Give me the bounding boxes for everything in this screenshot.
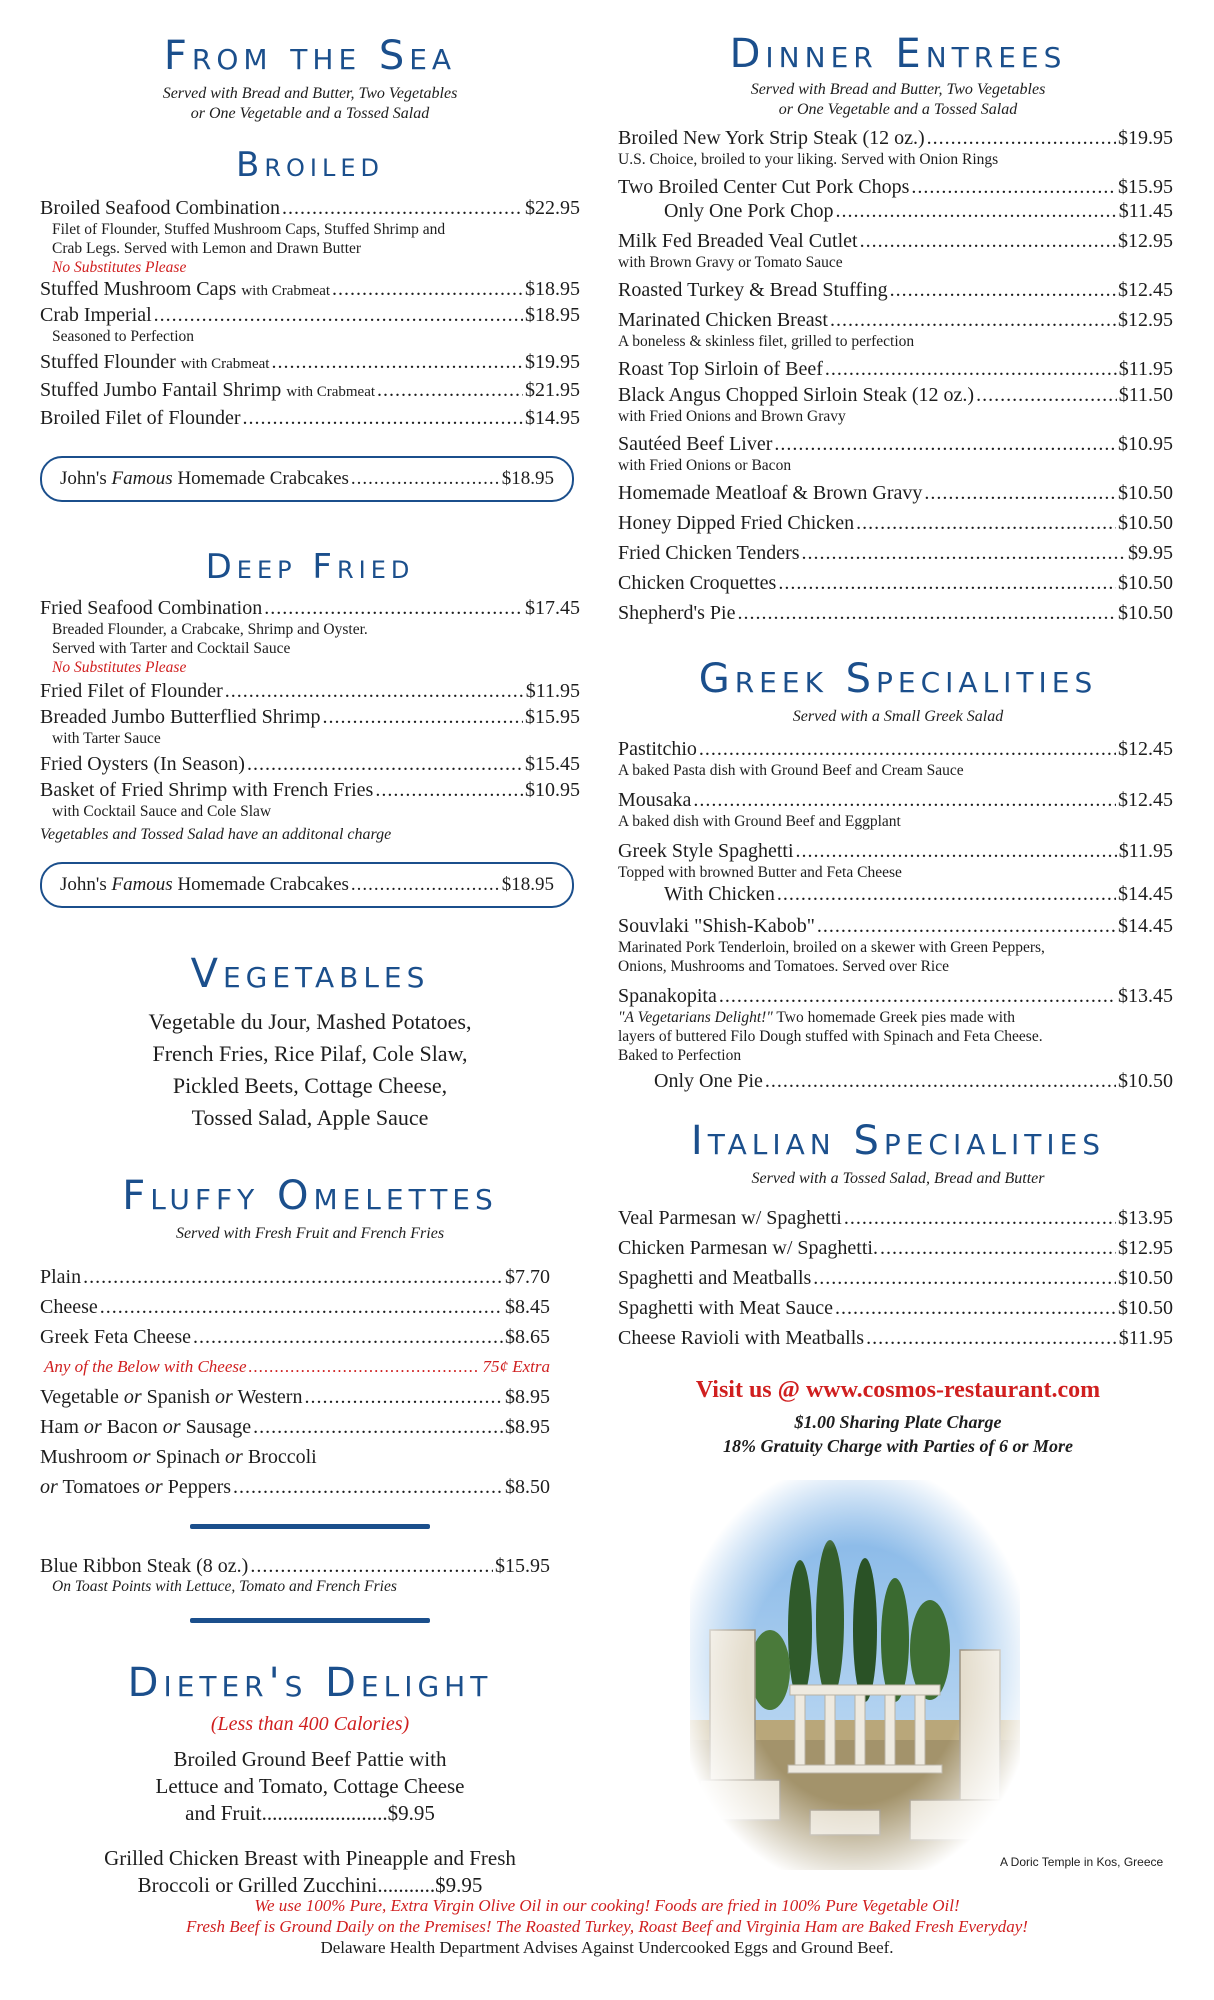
vegetables-list <box>40 1006 580 1134</box>
menu-item: Pastitchio ..... $12.45 <box>618 737 1173 761</box>
item-description: U.S. Choice, broiled to your liking. Served with Onion Rings <box>618 151 999 168</box>
sharing-charge-note: $1.00 Sharing Plate Charge <box>794 1412 1002 1432</box>
menu-item: Cheese Ravioli with Meatballs ..... $11.95 <box>618 1323 1173 1353</box>
menu-item: John's Famous Homemade Crabcakes ..... $18.95 <box>60 467 554 491</box>
menu-item: Stuffed Flounder with Crabmeat ..... $19.95 <box>40 350 580 376</box>
menu-item: Milk Fed Breaded Veal Cutlet ..... $12.95 <box>618 229 1173 253</box>
dieter-option-1: Broiled Ground Beef Pattie with Lettuce and Tomato, Cottage Cheese and Fruit........................$9.95 <box>155 1747 465 1825</box>
vegetables-line: Pickled Beets, Cottage Cheese, <box>172 1073 448 1098</box>
item-description: with Fried Onions or Bacon <box>618 457 792 474</box>
menu-item: Marinated Chicken Breast ..... $12.95 <box>618 308 1173 332</box>
menu-item: Broiled Seafood Combination ..... $22.95 <box>40 196 580 220</box>
footer-fresh-beef-note: Fresh Beef is Ground Daily on the Premises! The Roasted Turkey, Roast Beef and Virginia Ham are Baked Fresh Everyday! <box>186 1917 1028 1936</box>
menu-item: Souvlaki "Shish-Kabob" ..... $14.45 <box>618 914 1173 938</box>
item-description: with Tarter Sauce <box>52 730 161 747</box>
menu-item: Homemade Meatloaf & Brown Gravy ..... $10.50 <box>618 481 1173 505</box>
menu-item: Spaghetti and Meatballs ..... $10.50 <box>618 1263 1173 1293</box>
item-description: with Brown Gravy or Tomato Sauce <box>618 254 843 271</box>
menu-item: Broiled Filet of Flounder ..... $14.95 <box>40 406 580 430</box>
section-title-dieters-delight: Dieter's Delight <box>127 1660 493 1706</box>
menu-item: Breaded Jumbo Butterflied Shrimp ..... $15.95 <box>40 705 580 729</box>
omelettes-list <box>40 1262 550 1502</box>
item-description: Breaded Flounder, a Crabcake, Shrimp and Oyster. <box>52 621 368 638</box>
no-substitutes-note: No Substitutes Please <box>52 259 187 276</box>
menu-item: Cheese ..... $8.45 <box>40 1292 550 1322</box>
section-subtitle: or One Vegetable and a Tossed Salad <box>778 101 1018 118</box>
additional-charge-note: Vegetables and Tossed Salad have an additonal charge <box>40 826 392 843</box>
menu-item: Crab Imperial ..... $18.95 <box>40 303 580 327</box>
footer <box>0 1895 1214 1958</box>
footer-health-advisory: Delaware Health Department Advises Against Undercooked Eggs and Ground Beef. <box>320 1938 894 1957</box>
menu-item: Two Broiled Center Cut Pork Chops ..... $15.95 <box>618 175 1173 199</box>
greek-list <box>618 737 1173 1093</box>
temple-photo <box>690 1480 1020 1870</box>
menu-item: Fried Oysters (In Season) ..... $15.45 <box>40 752 580 776</box>
item-description: A boneless & skinless filet, grilled to perfection <box>618 333 915 350</box>
photo-caption: A Doric Temple in Kos, Greece <box>1000 1855 1164 1869</box>
website-link[interactable]: Visit us @ www.cosmos-restaurant.com <box>695 1377 1101 1403</box>
menu-item: Only One Pie ..... $10.50 <box>654 1069 1173 1093</box>
menu-item: Stuffed Jumbo Fantail Shrimp with Crabmeat ..... $21.95 <box>40 378 580 404</box>
menu-item: Plain ..... $7.70 <box>40 1262 550 1292</box>
no-substitutes-note: No Substitutes Please <box>52 659 187 676</box>
steak-entry <box>40 1551 550 1596</box>
section-title-broiled: Broiled <box>236 145 384 185</box>
footer-olive-oil-note: We use 100% Pure, Extra Virgin Olive Oil in our cooking! Foods are fried in 100% Pure Vegetable Oil! <box>254 1896 960 1915</box>
menu-item: Mushroom or Spinach or Broccoli <box>40 1446 317 1468</box>
section-subtitle: Served with Fresh Fruit and French Fries <box>175 1225 445 1242</box>
menu-item: Honey Dipped Fried Chicken ..... $10.50 <box>618 511 1173 535</box>
section-subtitle: Served with Bread and Butter, Two Vegetables <box>162 85 458 102</box>
item-description: Crab Legs. Served with Lemon and Drawn Butter <box>52 240 362 257</box>
section-subtitle: Served with a Small Greek Salad <box>792 708 1004 725</box>
item-description: with Cocktail Sauce and Cole Slaw <box>52 803 272 820</box>
item-description: Topped with browned Butter and Feta Cheese <box>618 864 902 881</box>
crabcakes-box <box>40 456 574 502</box>
menu-item: Ham or Bacon or Sausage ..... $8.95 <box>40 1412 550 1442</box>
menu-item: Greek Feta Cheese ..... $8.65 <box>40 1322 550 1352</box>
broiled-list <box>40 196 580 430</box>
section-title-greek-specialities: Greek Specialities <box>698 656 1098 702</box>
menu-item: Spanakopita ..... $13.45 <box>618 984 1173 1008</box>
item-description: Filet of Flounder, Stuffed Mushroom Caps, Stuffed Shrimp and <box>52 221 446 238</box>
section-title-italian-specialities: Italian Specialities <box>690 1118 1106 1164</box>
menu-item: Fried Filet of Flounder ..... $11.95 <box>40 679 580 703</box>
item-description: layers of buttered Filo Dough stuffed with Spinach and Feta Cheese. <box>618 1028 1043 1045</box>
section-title-vegetables: Vegetables <box>190 951 430 997</box>
menu-item: Black Angus Chopped Sirloin Steak (12 oz.) ..... $11.50 <box>618 383 1173 407</box>
vegetables-line: French Fries, Rice Pilaf, Cole Slaw, <box>152 1041 468 1066</box>
item-description: "A Vegetarians Delight!" Two homemade Greek pies made with <box>618 1009 1016 1026</box>
menu-item: Blue Ribbon Steak (8 oz.) ..... $15.95 <box>40 1551 550 1581</box>
right-column <box>618 0 1178 1458</box>
section-subtitle: Served with a Tossed Salad, Bread and Butter <box>751 1170 1045 1187</box>
item-description: with Fried Onions and Brown Gravy <box>618 408 846 425</box>
section-subtitle: or One Vegetable and a Tossed Salad <box>190 105 430 122</box>
menu-item: Roast Top Sirloin of Beef ..... $11.95 <box>618 357 1173 381</box>
menu-item: Basket of Fried Shrimp with French Fries ..... $10.95 <box>40 778 580 802</box>
menu-item: Chicken Parmesan w/ Spaghetti. ..... $12.95 <box>618 1233 1173 1263</box>
calories-note: (Less than 400 Calories) <box>210 1713 410 1735</box>
menu-item: Chicken Croquettes ..... $10.50 <box>618 571 1173 595</box>
italian-list <box>618 1203 1173 1353</box>
menu-item: Veal Parmesan w/ Spaghetti ..... $13.95 <box>618 1203 1173 1233</box>
section-title-deep-fried: Deep Fried <box>205 547 415 587</box>
dieter-option-2: Grilled Chicken Breast with Pineapple and Fresh Broccoli or Grilled Zucchini...........$9.95 <box>104 1846 516 1897</box>
menu-item: Sautéed Beef Liver ..... $10.95 <box>618 432 1173 456</box>
crabcakes-box <box>40 862 574 908</box>
menu-item: Broiled New York Strip Steak (12 oz.) ..... $19.95 <box>618 126 1173 150</box>
menu-item: Shepherd's Pie ..... $10.50 <box>618 601 1173 625</box>
menu-item: Fried Seafood Combination ..... $17.45 <box>40 596 580 620</box>
menu-item: Spaghetti with Meat Sauce ..... $10.50 <box>618 1293 1173 1323</box>
left-column <box>40 0 580 1899</box>
fried-list <box>40 596 580 844</box>
menu-item: Vegetable or Spanish or Western ..... $8.95 <box>40 1382 550 1412</box>
menu-item: or Tomatoes or Peppers ..... $8.50 <box>40 1472 550 1502</box>
item-description: Baked to Perfection <box>618 1047 742 1064</box>
menu-item: Mousaka ..... $12.45 <box>618 788 1173 812</box>
item-description: A baked dish with Ground Beef and Eggplant <box>618 813 901 830</box>
item-description: Marinated Pork Tenderloin, broiled on a skewer with Green Peppers, <box>618 939 1045 956</box>
gratuity-note: 18% Gratuity Charge with Parties of 6 or More <box>722 1436 1074 1456</box>
menu-item: Roasted Turkey & Bread Stuffing ..... $12.45 <box>618 278 1173 302</box>
extra-cheese-note: Any of the Below with Cheese ..... 75¢ Extra <box>44 1352 550 1382</box>
menu-item: Greek Style Spaghetti ..... $11.95 <box>618 839 1173 863</box>
section-title-dinner-entrees: Dinner Entrees <box>729 31 1067 77</box>
menu-item: With Chicken ..... $14.45 <box>664 882 1173 906</box>
dinner-list <box>618 126 1173 625</box>
vegetables-line: Tossed Salad, Apple Sauce <box>191 1105 429 1130</box>
menu-item: Fried Chicken Tenders ..... $9.95 <box>618 541 1173 565</box>
menu-item: Only One Pork Chop ..... $11.45 <box>664 199 1173 223</box>
item-description: A baked Pasta dish with Ground Beef and Cream Sauce <box>618 762 964 779</box>
item-description: Seasoned to Perfection <box>52 328 195 345</box>
section-subtitle: Served with Bread and Butter, Two Vegetables <box>750 81 1046 98</box>
menu-item: Stuffed Mushroom Caps with Crabmeat ..... $18.95 <box>40 277 580 303</box>
item-description: Onions, Mushrooms and Tomatoes. Served over Rice <box>618 958 949 975</box>
menu-item: John's Famous Homemade Crabcakes ..... $18.95 <box>60 873 554 897</box>
item-description: On Toast Points with Lettuce, Tomato and French Fries <box>52 1578 397 1595</box>
item-description: Served with Tarter and Cocktail Sauce <box>52 640 291 657</box>
divider <box>190 1524 430 1529</box>
section-title-fluffy-omelettes: Fluffy Omelettes <box>122 1173 498 1219</box>
divider <box>190 1618 430 1623</box>
vegetables-line: Vegetable du Jour, Mashed Potatoes, <box>148 1009 472 1034</box>
section-title-from-the-sea: From the Sea <box>163 33 457 79</box>
